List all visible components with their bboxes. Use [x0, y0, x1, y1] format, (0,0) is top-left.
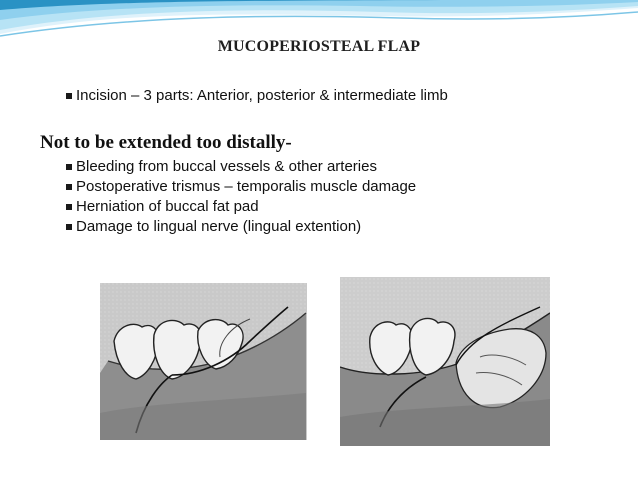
square-bullet-icon	[66, 93, 72, 99]
complication-bullet-list	[66, 157, 416, 237]
list-item	[66, 197, 416, 217]
square-bullet-icon	[66, 224, 72, 230]
list-item	[66, 177, 416, 197]
subheading: Not to be extended too distally-	[40, 132, 292, 153]
square-bullet-icon	[66, 184, 72, 190]
square-bullet-icon	[66, 204, 72, 210]
list-item	[66, 86, 448, 106]
bullet-text: Damage to lingual nerve (lingual extention)	[76, 218, 362, 235]
bullet-text: Herniation of buccal fat pad	[76, 198, 259, 215]
bullet-text: Postoperative trismus – temporalis muscle damage	[76, 178, 417, 195]
flap-reflected-drawing-icon	[340, 277, 550, 446]
flap-reflected-figure	[340, 277, 550, 446]
header-swoosh-decoration	[0, 0, 638, 70]
intro-bullet-list	[66, 86, 448, 106]
square-bullet-icon	[66, 164, 72, 170]
bullet-text: Incision – 3 parts: Anterior, posterior & intermediate limb	[76, 87, 448, 104]
slide-title: MUCOPERIOSTEAL FLAP	[217, 38, 421, 55]
flap-incision-figure	[100, 283, 307, 440]
bullet-text: Bleeding from buccal vessels & other arteries	[76, 158, 377, 175]
flap-incision-drawing-icon	[100, 283, 307, 440]
list-item	[66, 157, 416, 177]
list-item	[66, 217, 416, 237]
